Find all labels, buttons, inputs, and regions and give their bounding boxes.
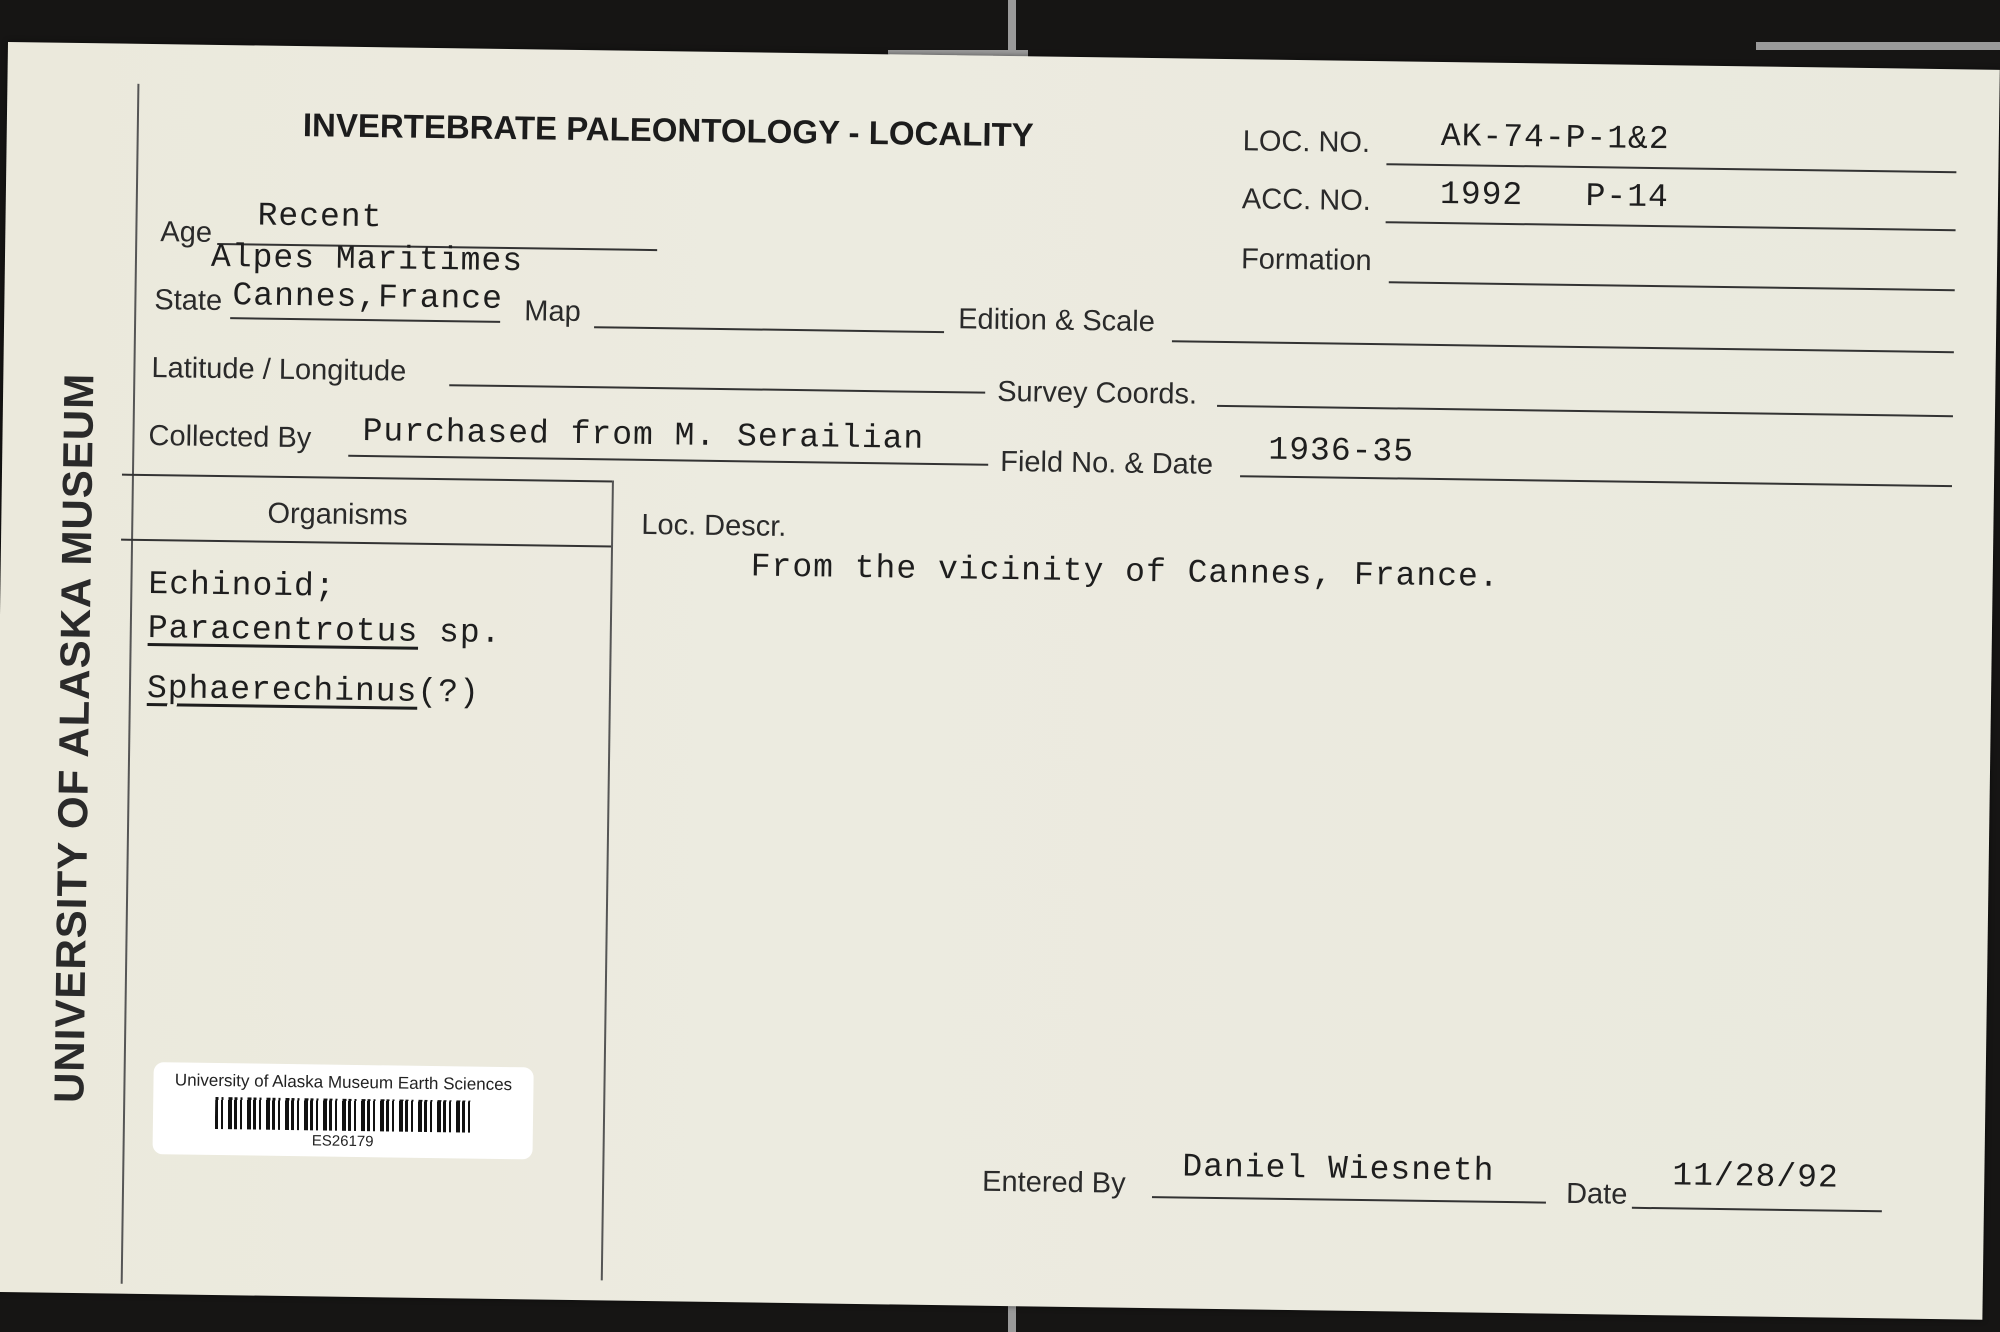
card-title: INVERTEBRATE PALEONTOLOGY - LOCALITY	[302, 106, 1034, 154]
organisms-header-rule	[121, 539, 613, 548]
formation-rule	[1389, 281, 1955, 291]
date-rule	[1632, 1207, 1882, 1212]
locality-card	[0, 42, 2000, 1320]
entered-by-rule	[1152, 1196, 1546, 1204]
state-value: Cannes,France	[232, 277, 504, 318]
organism-line-1: Echinoid;	[148, 566, 336, 606]
organism-line-3	[147, 670, 480, 712]
organism-rest-3: (?)	[417, 673, 481, 712]
map-label: Map	[524, 295, 581, 329]
entered-by-label: Entered By	[981, 1165, 1126, 1200]
field-no-value: 1936-35	[1268, 431, 1415, 471]
age-label: Age	[160, 216, 213, 249]
date-label: Date	[1565, 1177, 1628, 1211]
top-clip-vertical	[1008, 0, 1016, 60]
formation-label: Formation	[1240, 243, 1372, 278]
age-value: Recent	[257, 197, 383, 237]
top-right-clip	[1756, 42, 2000, 50]
collected-by-value: Purchased from M. Serailian	[362, 412, 925, 458]
loc-descr-label: Loc. Descr.	[641, 508, 787, 543]
edition-scale-rule	[1172, 340, 1954, 353]
edition-scale-label: Edition & Scale	[957, 303, 1156, 339]
left-margin-rule	[121, 84, 140, 1284]
loc-no-rule	[1386, 163, 1956, 173]
organism-genus-sphaerechinus: Sphaerechinus	[146, 670, 418, 711]
acc-no-value: 1992 P-14	[1439, 176, 1670, 217]
organisms-right-rule	[601, 480, 614, 1280]
latlong-label: Latitude / Longitude	[151, 352, 407, 388]
acc-no-rule	[1386, 221, 1956, 231]
latlong-rule	[449, 384, 985, 393]
state-rule	[230, 317, 500, 323]
loc-no-value: AK-74-P-1&2	[1440, 118, 1670, 159]
region-value: Alpes Maritimes	[210, 238, 524, 281]
organism-rest-2: sp.	[417, 613, 502, 652]
loc-no-label: LOC. NO.	[1242, 125, 1371, 160]
date-value: 11/28/92	[1672, 1157, 1840, 1197]
section-divider	[122, 474, 614, 483]
loc-descr-text: From the vicinity of Cannes, France.	[750, 548, 1500, 596]
entered-by-value: Daniel Wiesneth	[1182, 1148, 1495, 1190]
museum-side-label: UNIVERSITY OF ALASKA MUSEUM	[45, 372, 103, 1104]
map-rule	[594, 326, 944, 333]
state-label: State	[154, 284, 223, 318]
organism-genus-paracentrotus: Paracentrotus	[147, 610, 419, 651]
collected-by-label: Collected By	[148, 420, 312, 455]
organism-line-2	[148, 610, 502, 652]
field-no-rule	[1240, 475, 1952, 487]
field-no-label: Field No. & Date	[1000, 445, 1214, 481]
barcode-org: University of Alaska Museum Earth Sciences	[174, 1070, 513, 1095]
acc-no-label: ACC. NO.	[1241, 183, 1372, 218]
survey-coords-rule	[1217, 405, 1953, 417]
barcode-icon	[215, 1097, 471, 1133]
barcode-label	[152, 1062, 533, 1159]
barcode-number: ES26179	[311, 1132, 374, 1151]
survey-coords-label: Survey Coords.	[996, 375, 1198, 411]
organisms-header: Organisms	[267, 497, 408, 532]
